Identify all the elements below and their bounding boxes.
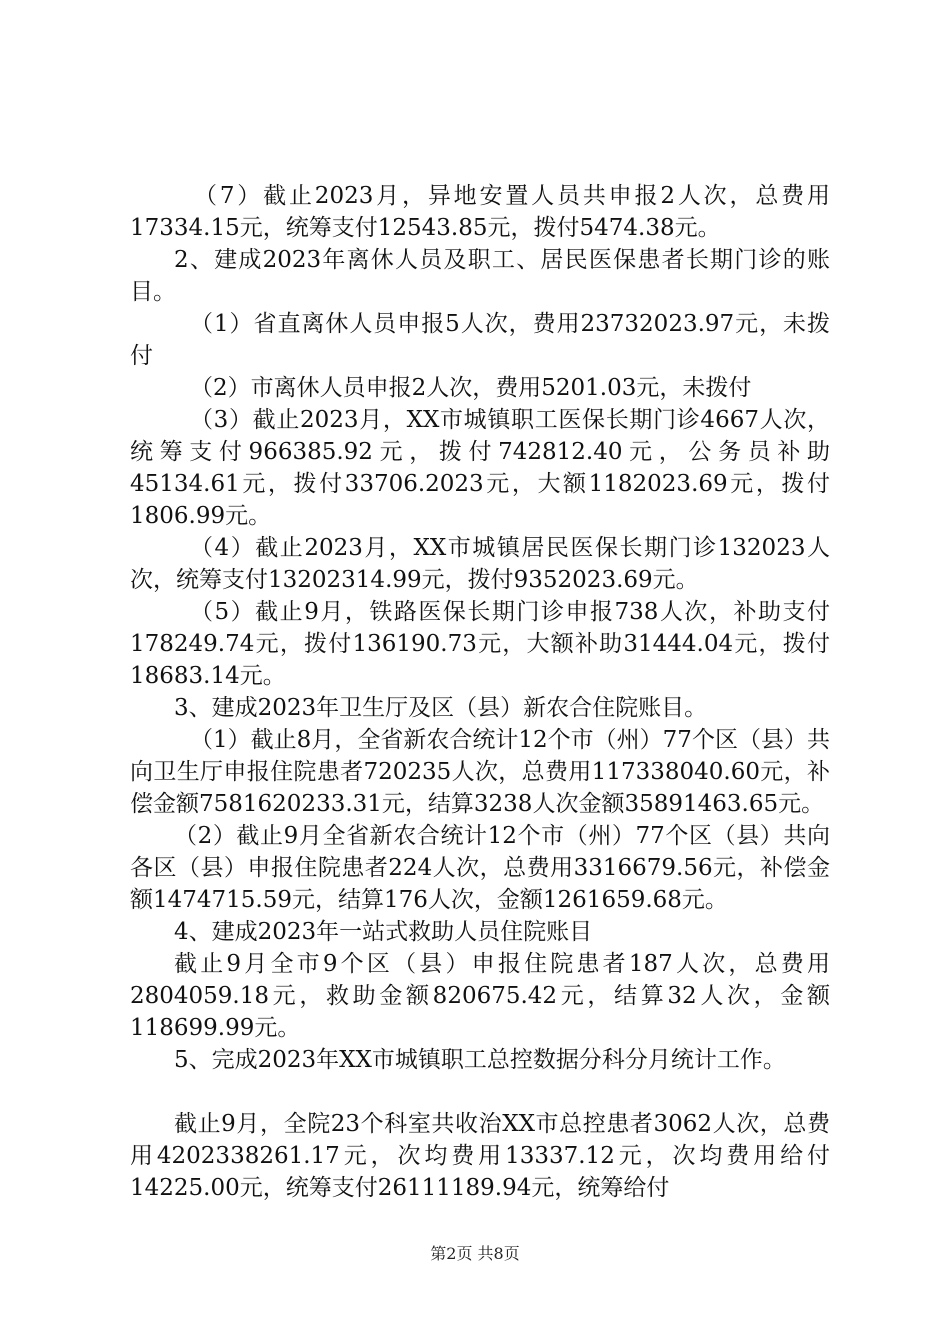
paragraph: （4）截止2023月，XX市城镇居民医保长期门诊132023人次，统筹支付13202314.99元，拨付9352023.69元。 <box>130 535 830 593</box>
paragraph: （2）市离休人员申报2人次，费用5201.03元，未拨付 <box>190 375 752 401</box>
paragraph: 2、建成2023年离休人员及职工、居民医保患者长期门诊的账目。 <box>130 247 830 305</box>
paragraph: 截止9月，全院23个科室共收治XX市总控患者3062人次，总费用4202338261.17元，次均费用13337.12元，次均费用给付14225.00元，统筹支付26111189.94元，统筹给付 <box>130 1111 830 1201</box>
paragraph: （1）省直离休人员申报5人次，费用23732023.97元，未拨付 <box>130 311 830 369</box>
document-body <box>130 180 830 1204</box>
paragraph: （7）截止2023月，异地安置人员共申报2人次，总费用17334.15元，统筹支付12543.85元，拨付5474.38元。 <box>130 183 830 241</box>
paragraph: （5）截止9月，铁路医保长期门诊申报738人次，补助支付178249.74元，拨付136190.73元，大额补助31444.04元，拨付18683.14元。 <box>130 599 830 689</box>
paragraph: （1）截止8月，全省新农合统计12个市（州）77个区（县）共向卫生厅申报住院患者720235人次，总费用117338040.60元，补偿金额7581620233.31元，结算3238人次金额35891463.65元。 <box>130 727 830 817</box>
paragraph: 截止9月全市9个区（县）申报住院患者187人次，总费用2804059.18元，救助金额820675.42元，结算32人次，金额118699.99元。 <box>130 951 830 1041</box>
page-footer: 第2页 共8页 <box>430 1244 520 1263</box>
paragraph: 4、建成2023年一站式救助人员住院账目 <box>174 919 593 945</box>
paragraph: 3、建成2023年卫生厅及区（县）新农合住院账目。 <box>174 695 708 721</box>
paragraph-spacer <box>130 1076 830 1108</box>
paragraph: （2）截止9月全省新农合统计12个市（州）77个区（县）共向各区（县）申报住院患者224人次，总费用3316679.56元，补偿金额1474715.59元，结算176人次，金额1261659.68元。 <box>130 823 830 913</box>
paragraph: （3）截止2023月，XX市城镇职工医保长期门诊4667人次，统筹支付966385.92元，拨付742812.40元，公务员补助45134.61元，拨付33706.2023元，大额1182023.69元，拨付1806.99元。 <box>130 407 830 529</box>
paragraph: 5、完成2023年XX市城镇职工总控数据分科分月统计工作。 <box>174 1047 786 1073</box>
